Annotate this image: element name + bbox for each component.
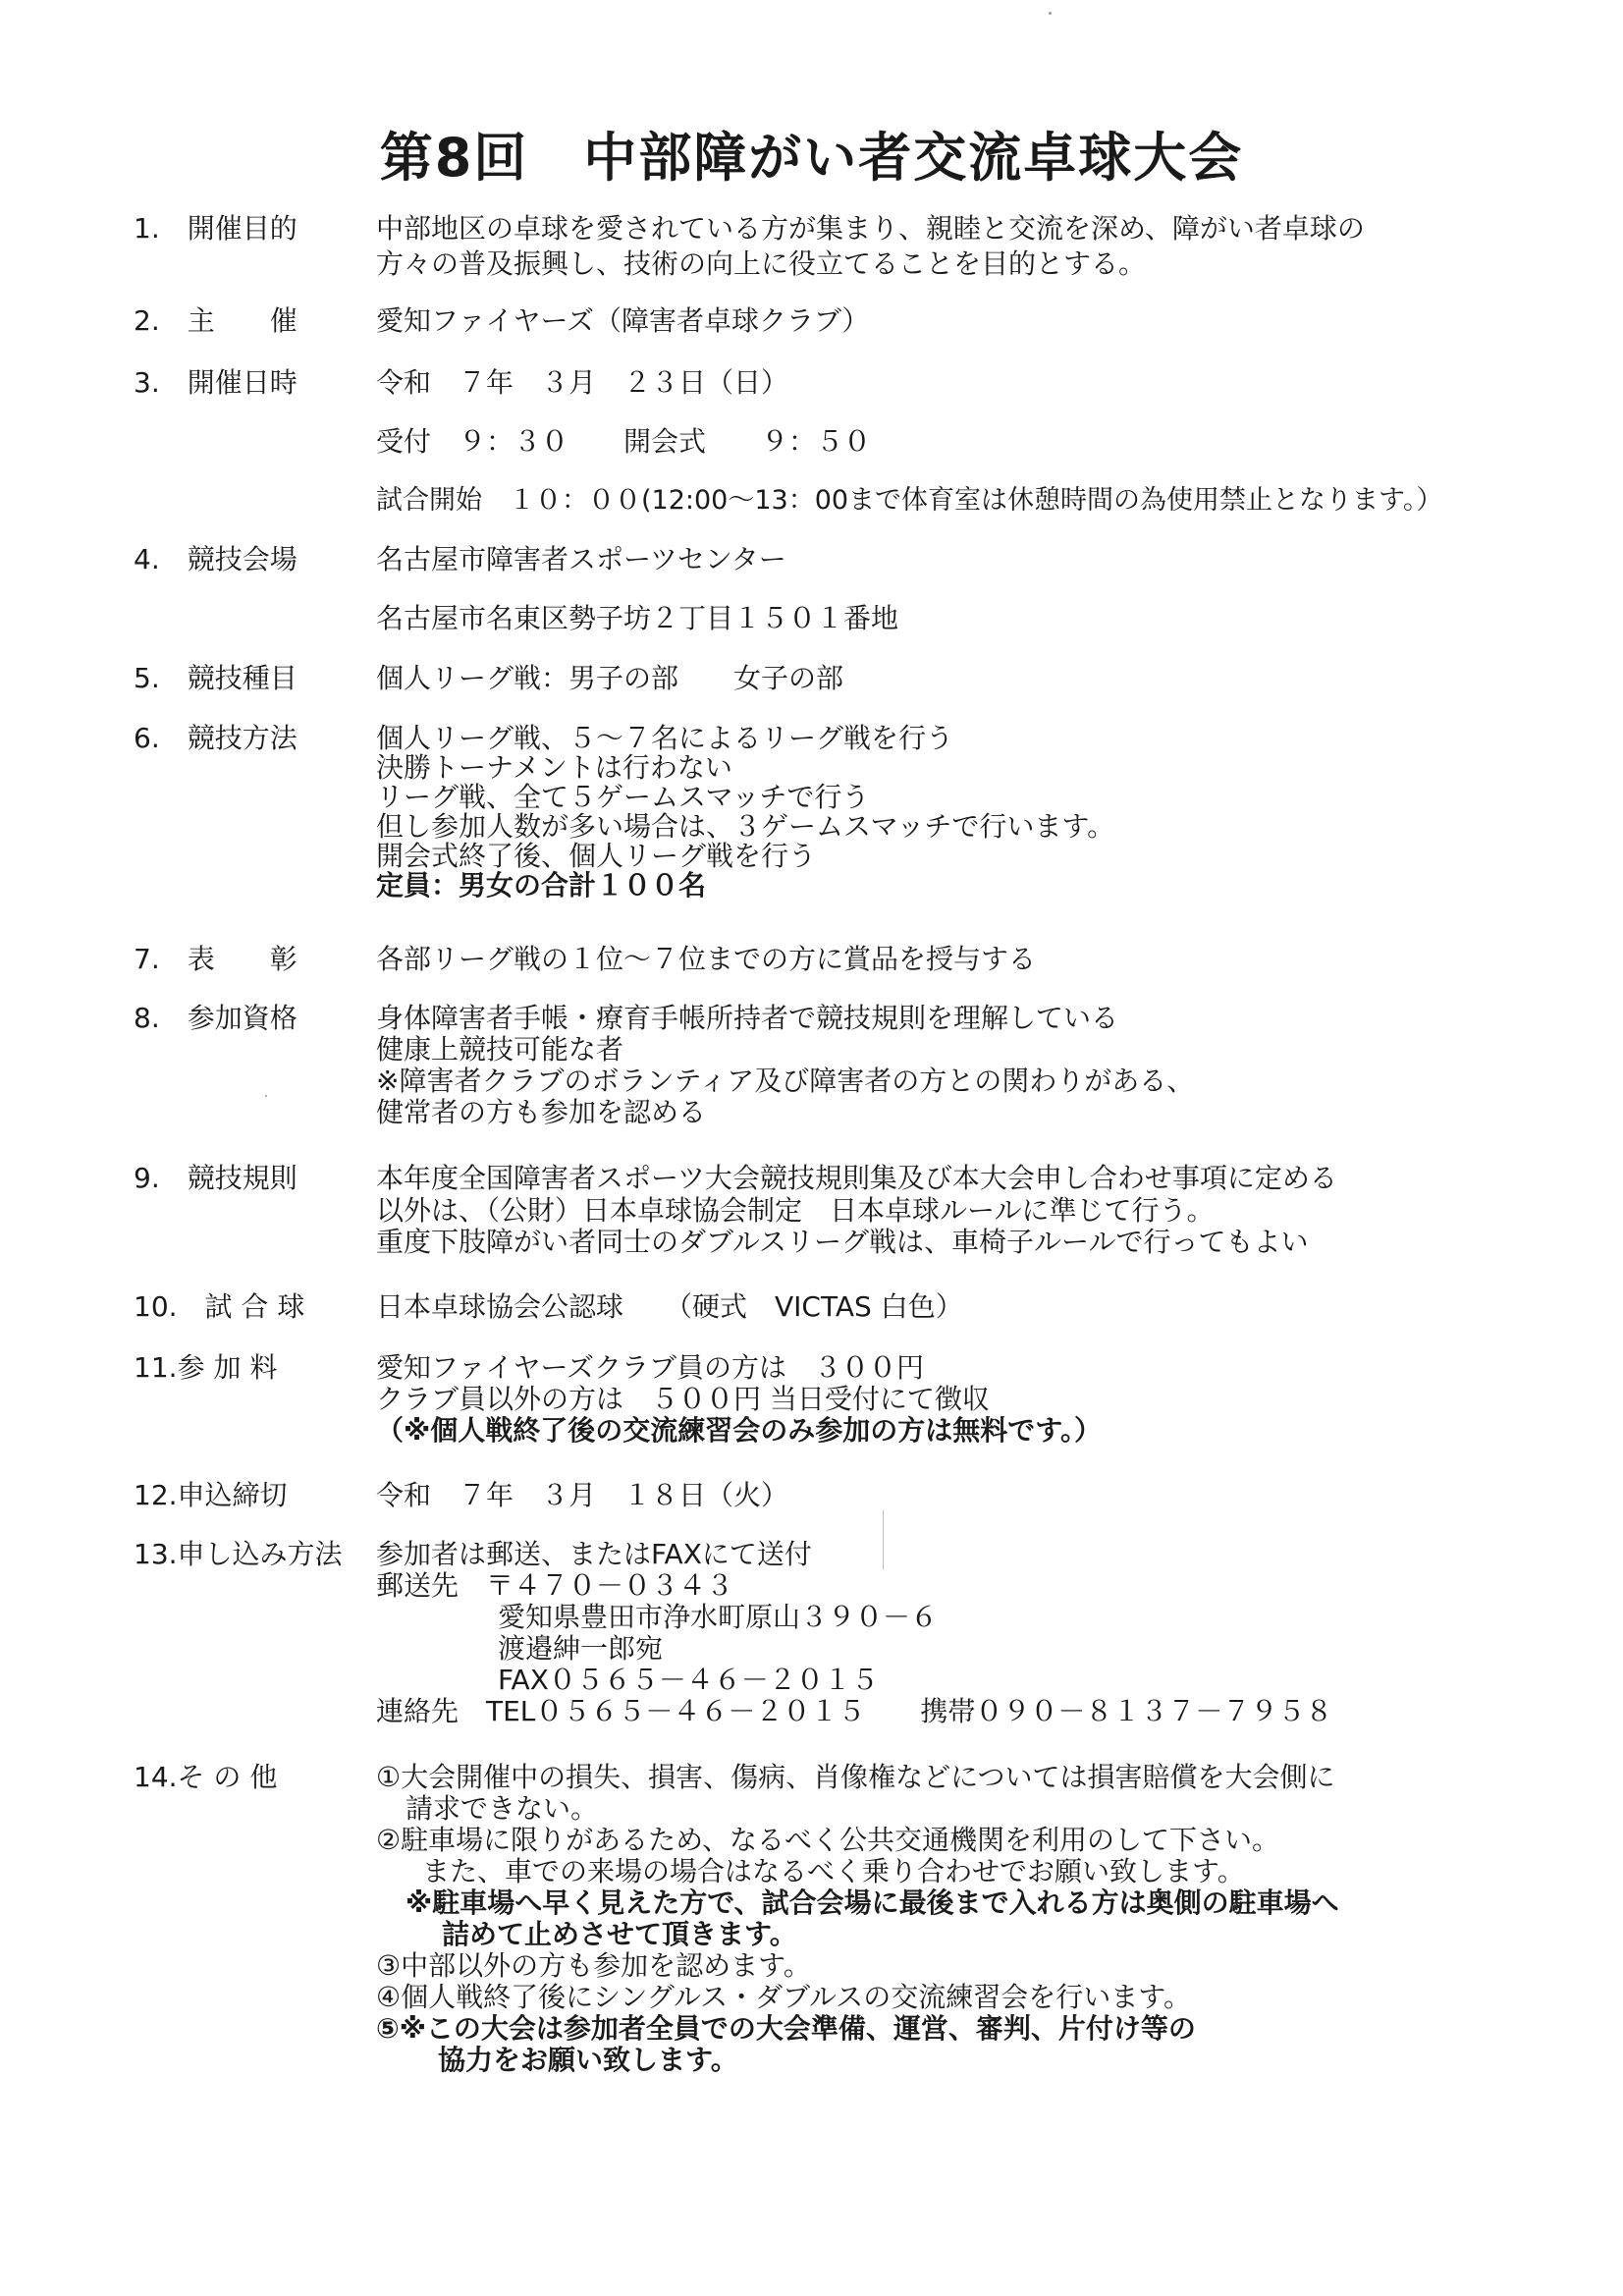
section-7-label: 7. 表 彰 [134,943,298,975]
section-14-label: 14.そ の 他 [134,1761,278,1793]
scan-speck [265,1095,267,1097]
section-3-label: 3. 開催日時 [134,366,298,399]
section-8-line-1: 身体障害者手帳・療育手帳所持者で競技規則を理解している [376,1002,1119,1034]
section-13-line-1: 参加者は郵送、またはFAXにて送付 [376,1538,812,1570]
section-13-line-3: 愛知県豊田市浄水町原山３９０－６ [498,1601,939,1633]
section-6-label: 6. 競技方法 [134,722,298,754]
section-3-line-2: 受付 ９：３０ 開会式 ９：５０ [376,425,872,458]
section-7-line-1: 各部リーグ戦の１位～７位までの方に賞品を授与する [376,943,1037,975]
section-6-line-4: 但し参加人数が多い場合は、３ゲームスマッチで行います。 [376,810,1115,843]
section-9-line-3: 重度下肢障がい者同士のダブルスリーグ戦は、車椅子ルールで行ってもよい [376,1226,1309,1258]
section-6-line-1: 個人リーグ戦、５～７名によるリーグ戦を行う [376,722,954,754]
section-11-free-note: （※個人戦終了後の交流練習会のみ参加の方は無料です。） [376,1414,1102,1447]
scan-speck [1049,12,1052,15]
section-9-label: 9. 競技規則 [134,1162,298,1194]
section-4-line-2: 名古屋市名東区勢子坊２丁目１５０１番地 [376,602,899,634]
section-11-label: 11.参 加 料 [134,1351,278,1384]
section-8-line-3: ※障害者クラブのボランティア及び障害者の方との関わりがある、 [376,1065,1195,1097]
section-14-line-3: ②駐車場に限りがあるため、なるべく公共交通機関を利用のして下さい。 [376,1824,1279,1856]
section-3-line-3: 試合開始 １０：００(12:00～13：00まで体育室は休憩時間の為使用禁止となります。） [376,485,1443,516]
section-12-line-1: 令和 ７年 ３月 １８日（火） [376,1479,789,1511]
section-9-line-2: 以外は、（公財）日本卓球協会制定 日本卓球ルールに準じて行う。 [376,1194,1215,1227]
section-10-label: 10. 試 合 球 [134,1290,305,1323]
section-4-line-1: 名古屋市障害者スポーツセンター [376,543,786,575]
section-14-line-1: ①大会開催中の損失、損害、傷病、肖像権などについては損害賠償を大会側に [376,1761,1335,1793]
section-6-line-3: リーグ戦、全て５ゲームスマッチで行う [376,781,870,813]
section-14-line-4: また、車での来場の場合はなるべく乗り合わせでお願い致します。 [422,1855,1245,1887]
section-13-line-4: 渡邉紳一郎宛 [498,1632,664,1665]
section-11-line-2: クラブ員以外の方は ５００円 当日受付にて徴収 [376,1383,990,1415]
section-2-line-1: 愛知ファイヤーズ（障害者卓球クラブ） [376,304,870,337]
section-13-line-2: 郵送先 〒４７０－０３４３ [376,1569,734,1602]
scan-artifact-line [883,1510,884,1569]
section-14-line-8: ④個人戦終了後にシングルス・ダブルスの交流練習会を行います。 [376,1981,1191,2013]
section-8-line-2: 健康上競技可能な者 [376,1033,624,1066]
section-6-line-2: 決勝トーナメントは行わない [376,751,732,784]
section-13-line-6: 連絡先 TEL０５６５－４６－２０１５ 携帯０９０－８１３７－７９５８ [376,1695,1333,1727]
section-11-line-1: 愛知ファイヤーズクラブ員の方は ３００円 [376,1351,925,1384]
section-13-label: 13.申し込み方法 [134,1538,343,1570]
section-14-line-5: ※駐車場へ早く見えた方で、試合会場に最後まで入れる方は奥側の駐車場へ [406,1886,1339,1919]
section-1-label: 1. 開催目的 [134,212,298,245]
section-5-label: 5. 競技種目 [134,662,298,694]
section-1-line-1: 中部地区の卓球を愛されている方が集まり、親睦と交流を深め、障がい者卓球の [376,212,1365,245]
section-4-label: 4. 競技会場 [134,543,298,575]
section-6-line-5: 開会式終了後、個人リーグ戦を行う [376,840,817,872]
section-14-line-9: ⑤※この大会は参加者全員での大会準備、運営、審判、片付け等の [376,2012,1196,2045]
section-2-label: 2. 主 催 [134,304,298,337]
section-10-line-1: 日本卓球協会公認球 （硬式 VICTAS 白色） [376,1290,963,1323]
section-14-line-6: 詰めて止めさせて頂きます。 [442,1918,797,1950]
section-8-label: 8. 参加資格 [134,1002,298,1034]
section-9-line-1: 本年度全国障害者スポーツ大会競技規則集及び本大会申し合わせ事項に定める [376,1162,1337,1194]
section-14-line-7: ③中部以外の方も参加を認めます。 [376,1949,811,1982]
section-8-line-4: 健常者の方も参加を認める [376,1096,707,1128]
section-12-label: 12.申込締切 [134,1479,288,1511]
section-14-line-10: 協力をお願い致します。 [438,2044,738,2076]
section-6-capacity: 定員：男女の合計１００名 [376,869,707,902]
section-3-line-1: 令和 ７年 ３月 ２３日（日） [376,366,789,399]
section-1-line-2: 方々の普及振興し、技術の向上に役立てることを目的とする。 [376,247,1147,280]
document-title: 第8回 中部障がい者交流卓球大会 [379,127,1244,189]
section-13-line-5: FAX０５６５－４６－２０１５ [498,1664,879,1696]
section-5-line-1: 個人リーグ戦：男子の部 女子の部 [376,662,844,694]
section-14-line-2: 請求できない。 [406,1792,599,1825]
